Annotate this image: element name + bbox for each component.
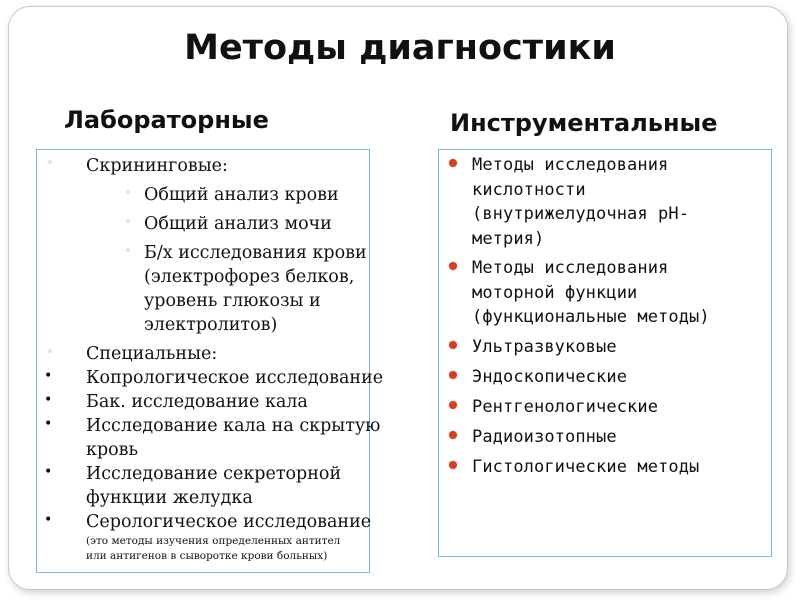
- bullet-icon: •: [44, 464, 53, 480]
- special-item-occult-line-1: Исследование кала на скрытую: [86, 416, 381, 436]
- bullet-icon: [449, 159, 457, 167]
- page-title: Методы диагностики: [184, 28, 616, 68]
- special-label: Специальные:: [86, 344, 218, 364]
- special-item-secretory-line-2: функции желудка: [86, 488, 253, 508]
- bullet-icon: [449, 431, 457, 439]
- bullet-icon: [449, 371, 457, 379]
- special-item-coprology: Копрологическое исследование: [86, 368, 384, 388]
- instrumental-item-motor-line-1: Методы исследования: [472, 258, 669, 278]
- instrumental-item-motor-line-2: моторной функции: [472, 282, 638, 303]
- bullet-icon: [449, 461, 457, 469]
- screening-item-biochem-line-1: Б/х исследования крови: [144, 243, 367, 263]
- instrumental-item-radioisotope: Радиоизотопные: [472, 427, 617, 447]
- special-item-bacterial: Бак. исследование кала: [86, 392, 308, 412]
- instrumental-item-xray: Рентгенологические: [472, 397, 659, 417]
- instrumental-heading: Инструментальные: [450, 109, 718, 137]
- screening-item-biochem-line-4: электролитов): [144, 315, 278, 335]
- special-item-occult-line-2: кровь: [86, 440, 139, 460]
- instrumental-item-acidity-line-2: кислотности: [472, 179, 586, 200]
- instrumental-item-motor-line-3: (функциональные методы): [472, 307, 710, 327]
- screening-item-biochem-line-2: (электрофорез белков,: [144, 267, 355, 287]
- instrumental-item-histology: Гистологические методы: [472, 457, 700, 477]
- bullet-icon: •: [44, 392, 53, 408]
- special-item-secretory-line-1: Исследование секреторной: [86, 464, 342, 484]
- instrumental-item-endoscopic: Эндоскопические: [472, 367, 628, 387]
- serology-note-line-1: (это методы изучения определенных антител: [86, 535, 341, 547]
- instrumental-item-acidity-line-3: (внутрижелудочная рН-: [472, 204, 690, 224]
- special-item-serology: Серологическое исследование: [86, 512, 372, 532]
- faint-bullet-icon: [126, 219, 130, 223]
- faint-bullet-icon: [126, 248, 130, 252]
- serology-note-line-2: или антигенов в сыворотке крови больных): [86, 550, 328, 562]
- screening-item-blood: Общий анализ крови: [144, 185, 339, 205]
- bullet-icon: •: [44, 512, 53, 528]
- screening-item-biochem-line-3: уровень глюкозы и: [144, 291, 321, 311]
- bullet-icon: •: [44, 368, 53, 384]
- instrumental-item-acidity-line-4: метрия): [472, 228, 545, 249]
- faint-bullet-icon: [126, 190, 130, 194]
- screening-item-urine: Общий анализ мочи: [144, 214, 332, 234]
- instrumental-item-ultrasound: Ультразвуковые: [472, 337, 617, 357]
- bullet-icon: •: [44, 416, 53, 432]
- screening-label: Скрининговые:: [86, 156, 228, 176]
- instrumental-item-acidity-line-1: Методы исследования: [472, 155, 669, 175]
- faint-bullet-icon: [48, 349, 52, 353]
- bullet-icon: [449, 262, 457, 270]
- bullet-icon: [449, 401, 457, 409]
- faint-bullet-icon: [48, 160, 52, 164]
- bullet-icon: [449, 341, 457, 349]
- laboratory-heading: Лабораторные: [64, 106, 269, 134]
